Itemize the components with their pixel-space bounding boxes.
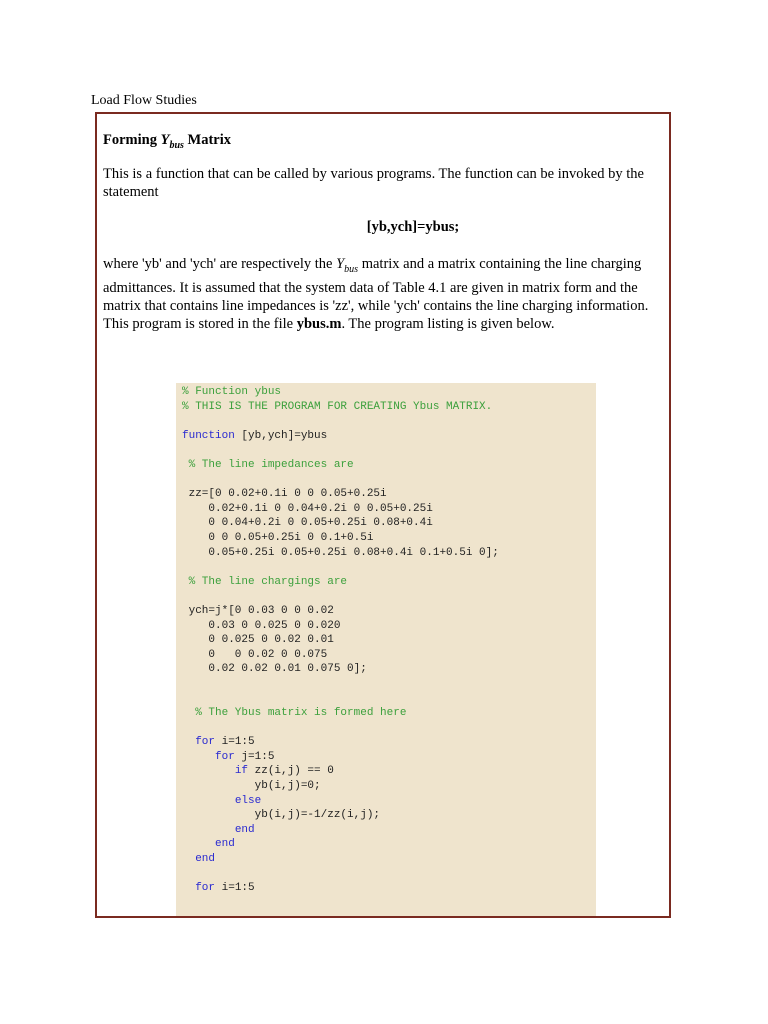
intro-paragraph: This is a function that can be called by various programs. The function can be invoked by the statement: [103, 165, 644, 200]
file-name: ybus.m: [296, 315, 342, 332]
code-keyword: end: [234, 823, 255, 836]
code-line: 0.05+0.25i 0.05+0.25i 0.08+0.4i 0.1+0.5i 0];: [182, 546, 499, 559]
code-listing: [176, 383, 596, 918]
code-keyword: for: [215, 750, 235, 763]
code-keyword: for: [195, 736, 216, 749]
code-line: 0 0 0.02 0 0.075: [182, 648, 328, 661]
code-line: zz(i,j) == 0: [248, 765, 334, 778]
code-keyword: end: [215, 838, 235, 851]
code-keyword: end: [195, 853, 216, 865]
code-comment: % The Ybus matrix is formed here: [182, 707, 407, 720]
code-line: i=1:5: [215, 882, 255, 895]
code-line: zz=[0 0.02+0.1i 0 0 0.05+0.25i: [182, 488, 387, 501]
code-line: yb(i,j)=-1/zz(i,j);: [182, 809, 381, 822]
code-keyword: if: [234, 765, 249, 778]
code-line: 0 0.04+0.2i 0 0.05+0.25i 0.08+0.4i: [182, 517, 433, 530]
code-comment: % The line chargings are: [182, 575, 348, 588]
code-line: 0.02+0.1i 0 0.04+0.2i 0 0.05+0.25i: [182, 502, 433, 515]
code-line: 0 0 0.05+0.25i 0 0.1+0.5i: [182, 531, 374, 544]
code-keyword: else: [234, 794, 262, 807]
page-header: Load Flow Studies: [91, 93, 197, 108]
content-box: [95, 112, 671, 918]
description-paragraph: where 'yb' and 'ych' are respectively the $Y_{bus}$ matrix and a matrix containing the line charging admittances. It is assumed that the system data of Table 4.1 are given in matrix form and the matrix that contains line impedances is 'zz', while 'ych' contains the line charging information. This program is stored in the file ybus.m. The program listing is given below.: [103, 255, 649, 332]
code-keyword: for: [195, 882, 216, 895]
code-line: 0.03 0 0.025 0 0.020: [182, 619, 341, 632]
code-comment: % The line impedances are: [182, 458, 354, 471]
code-line: j=1:5: [234, 750, 275, 763]
code-line: [yb,ych]=ybus: [234, 429, 328, 442]
code-keyword: function: [182, 429, 235, 442]
code-line: 0.02 0.02 0.01 0.075 0];: [182, 663, 367, 676]
section-heading: Forming $Y_{bus}$ Matrix: [103, 132, 232, 151]
code-line: 0 0.025 0 0.02 0.01: [182, 634, 334, 647]
code-line: yb(i,j)=0;: [182, 780, 321, 793]
code-line: i=1:5: [215, 736, 255, 749]
code-comment: % Function ybus: [182, 386, 282, 398]
code-comment: % THIS IS THE PROGRAM FOR CREATING Ybus MATRIX.: [182, 400, 493, 413]
call-statement: [yb,ych]=ybus;: [366, 218, 460, 235]
code-line: ych=j*[0 0.03 0 0 0.02: [182, 604, 334, 617]
